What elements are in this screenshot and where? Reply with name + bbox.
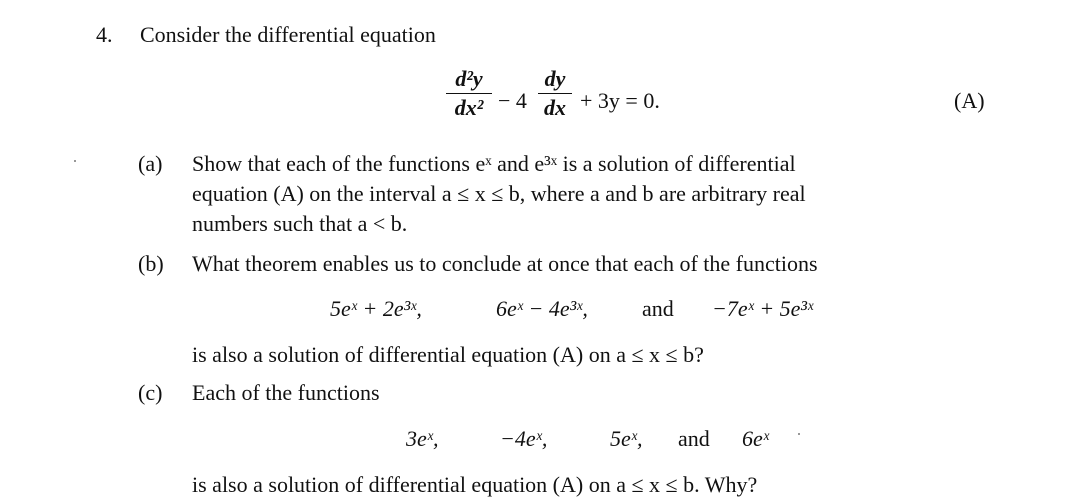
part-b-line-1: What theorem enables us to conclude at once that each of the functions	[192, 251, 818, 276]
first-derivative-denominator: dx	[544, 95, 566, 120]
part-c-function-1: 3eˣ,	[406, 426, 439, 451]
part-b-function-3: −7eˣ + 5e³ˣ	[712, 296, 814, 321]
equation-minus-coefficient: − 4	[498, 88, 527, 113]
fraction-bar	[538, 93, 572, 94]
part-a-line-1: Show that each of the functions eˣ and e³ˣ is a solution of differential	[192, 151, 796, 176]
second-derivative-numerator: d²y	[455, 66, 483, 91]
part-b-function-1: 5eˣ + 2e³ˣ,	[330, 296, 422, 321]
part-b-and: and	[642, 296, 674, 321]
part-b-function-2: 6eˣ − 4e³ˣ,	[496, 296, 588, 321]
part-b-line-3: is also a solution of differential equation (A) on a ≤ x ≤ b?	[192, 342, 704, 367]
scan-speck	[798, 433, 800, 435]
scan-speck	[74, 160, 76, 162]
part-c-line-3: is also a solution of differential equation (A) on a ≤ x ≤ b. Why?	[192, 472, 758, 497]
fraction-bar	[446, 93, 492, 94]
problem-number: 4.	[96, 22, 113, 47]
part-c-function-3: 5eˣ,	[610, 426, 643, 451]
equation-tag: (A)	[954, 88, 985, 113]
part-b-label: (b)	[138, 251, 164, 276]
second-derivative-denominator: dx²	[454, 95, 484, 120]
equation-remainder: + 3y = 0.	[580, 88, 660, 113]
part-c-function-4: 6eˣ	[742, 426, 769, 451]
part-c-function-2: −4eˣ,	[500, 426, 548, 451]
part-c-line-1: Each of the functions	[192, 380, 380, 405]
first-derivative-numerator: dy	[544, 66, 566, 91]
part-c-and: and	[678, 426, 710, 451]
problem-intro: Consider the differential equation	[140, 22, 436, 47]
second-derivative-fraction	[446, 66, 492, 121]
part-a-line-3: numbers such that a < b.	[192, 211, 408, 236]
first-derivative-fraction	[538, 66, 572, 121]
part-a-label: (a)	[138, 151, 163, 176]
part-c-label: (c)	[138, 380, 163, 405]
part-a-line-2: equation (A) on the interval a ≤ x ≤ b, where a and b are arbitrary real	[192, 181, 806, 206]
